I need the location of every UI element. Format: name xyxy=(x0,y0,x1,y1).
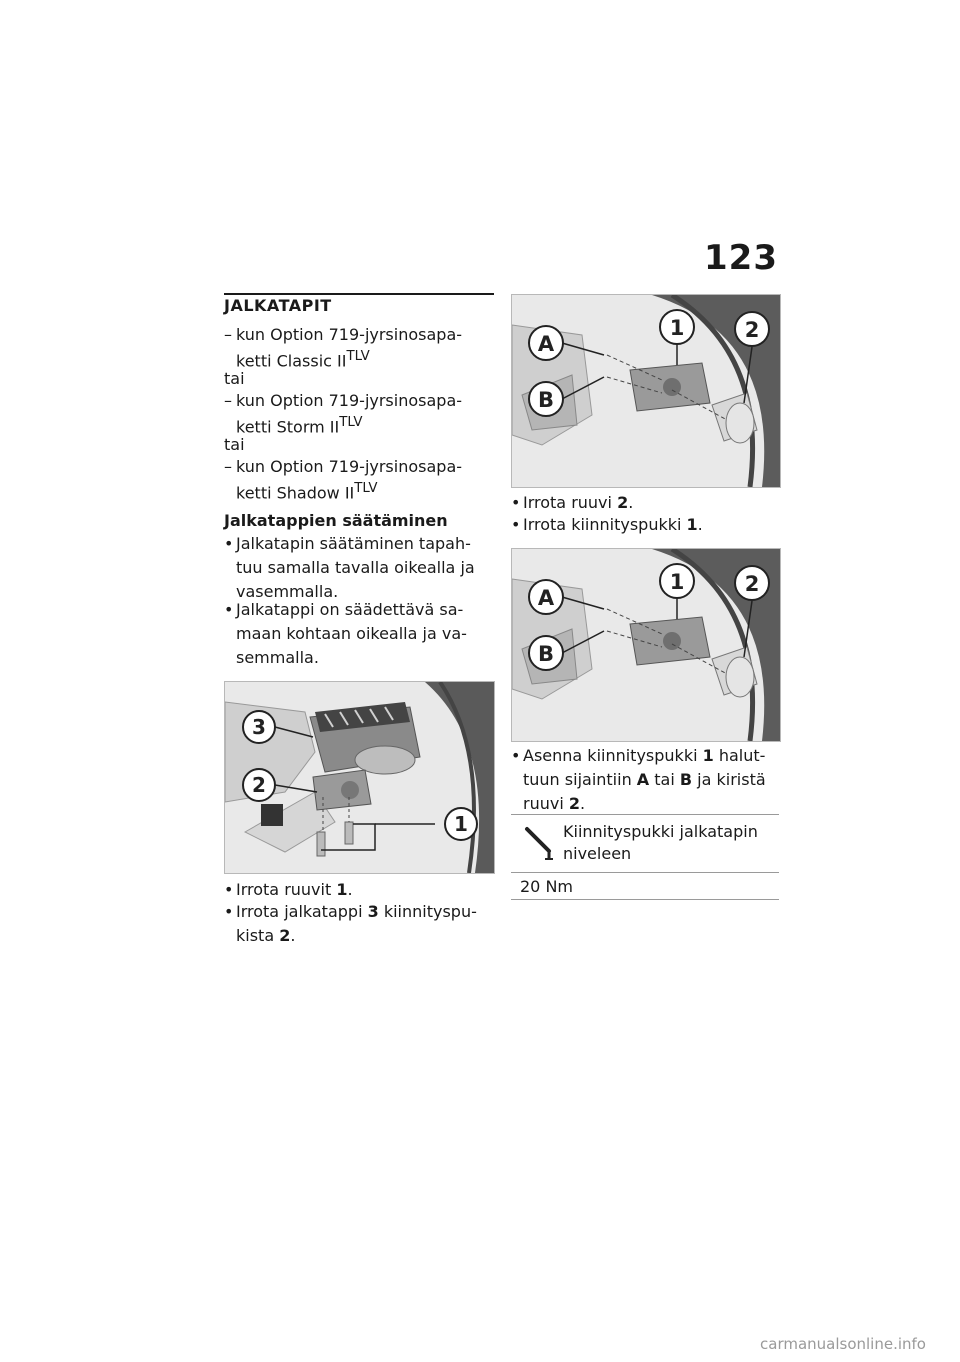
option-item-classic xyxy=(224,324,494,371)
step-remove-screw xyxy=(511,492,779,514)
callout-2: 2 xyxy=(252,773,266,797)
spec-divider xyxy=(511,872,779,873)
step-line: tuun sijaintiin A tai B ja kiristä xyxy=(523,770,766,789)
callout-b: B xyxy=(537,642,555,666)
bracket-figure-bottom xyxy=(511,548,781,742)
footpeg-illustration xyxy=(225,682,494,873)
bullet-line: vasemmalla. xyxy=(236,582,339,601)
intro-bullet xyxy=(224,599,494,665)
bracket-illustration xyxy=(512,295,780,487)
callout-1: 1 xyxy=(454,812,468,836)
option-line1: kun Option 719-jyrsinosapa- xyxy=(236,457,463,476)
callout-3: 3 xyxy=(252,715,266,739)
bullet-marker: • xyxy=(511,493,521,512)
callout-a: A xyxy=(537,332,555,356)
step-line: Irrota kiinnityspukki 1. xyxy=(523,515,703,534)
section-title: JALKATAPIT xyxy=(224,296,332,315)
option-line2: ketti Storm $II^{TLV}$ xyxy=(236,415,363,437)
torque-wrench-icon xyxy=(523,825,557,861)
subsection-title: Jalkatappien säätäminen xyxy=(224,511,448,530)
bullet-marker: • xyxy=(224,600,234,619)
bullet-marker: • xyxy=(224,534,234,553)
bullet-line: semmalla. xyxy=(236,648,319,667)
bullet-marker: • xyxy=(224,902,234,921)
step-line: Irrota jalkatappi 3 kiinnityspu- xyxy=(236,902,477,921)
option-line1: kun Option 719-jyrsinosapa- xyxy=(236,325,463,344)
or-word: tai xyxy=(224,369,245,388)
section-rule xyxy=(224,293,494,295)
spec-label-line2: niveleen xyxy=(563,844,632,863)
or-word: tai xyxy=(224,435,245,454)
callout-1: 1 xyxy=(669,316,685,340)
step-remove-screws xyxy=(224,879,494,901)
bullet-line: Jalkatappi on säädettävä sa- xyxy=(236,600,464,619)
dash-marker: – xyxy=(224,457,232,476)
callout-2: 2 xyxy=(744,572,760,596)
page-number: 123 xyxy=(704,238,778,278)
option-line1: kun Option 719-jyrsinosapa- xyxy=(236,391,463,410)
step-line: Asenna kiinnityspukki 1 halut- xyxy=(523,746,766,765)
bullet-marker: • xyxy=(511,746,521,765)
intro-bullet xyxy=(224,533,494,599)
callout-b: B xyxy=(537,388,555,412)
callout-2: 2 xyxy=(744,318,760,342)
dash-marker: – xyxy=(224,391,232,410)
spec-label-line1: Kiinnityspukki jalkatapin xyxy=(563,822,758,841)
step-install-bracket xyxy=(511,745,779,815)
step-line: ruuvi 2. xyxy=(523,794,586,813)
bullet-line: Jalkatapin säätäminen tapah- xyxy=(236,534,471,553)
step-line: Irrota ruuvit 1. xyxy=(236,880,353,899)
callout-1: 1 xyxy=(669,570,685,594)
step-line: kista 2. xyxy=(236,926,296,945)
option-item-shadow xyxy=(224,456,494,503)
dash-marker: – xyxy=(224,325,232,344)
bullet-marker: • xyxy=(224,880,234,899)
spec-label xyxy=(563,821,758,865)
option-sup: TLV xyxy=(339,415,363,430)
watermark: carmanualsonline.info xyxy=(760,1335,926,1353)
step-remove-footpeg xyxy=(224,901,494,947)
option-item-storm xyxy=(224,390,494,437)
footpeg-figure xyxy=(224,681,495,874)
bullet-line: maan kohtaan oikealla ja va- xyxy=(236,624,467,643)
bullet-line: tuu samalla tavalla oikealla ja xyxy=(236,558,475,577)
option-sup: TLV xyxy=(346,349,370,364)
torque-spec-table xyxy=(511,814,779,900)
torque-value: 20 Nm xyxy=(520,877,573,896)
bullet-marker: • xyxy=(511,515,521,534)
option-line2: ketti Classic $II^{TLV}$ xyxy=(236,349,370,371)
callout-a: A xyxy=(537,586,555,610)
step-line: Irrota ruuvi 2. xyxy=(523,493,634,512)
option-sup: TLV xyxy=(354,481,378,496)
option-line2: ketti Shadow $II^{TLV}$ xyxy=(236,481,378,503)
step-remove-bracket xyxy=(511,514,779,536)
bracket-illustration xyxy=(512,549,780,741)
bracket-figure-top xyxy=(511,294,781,488)
